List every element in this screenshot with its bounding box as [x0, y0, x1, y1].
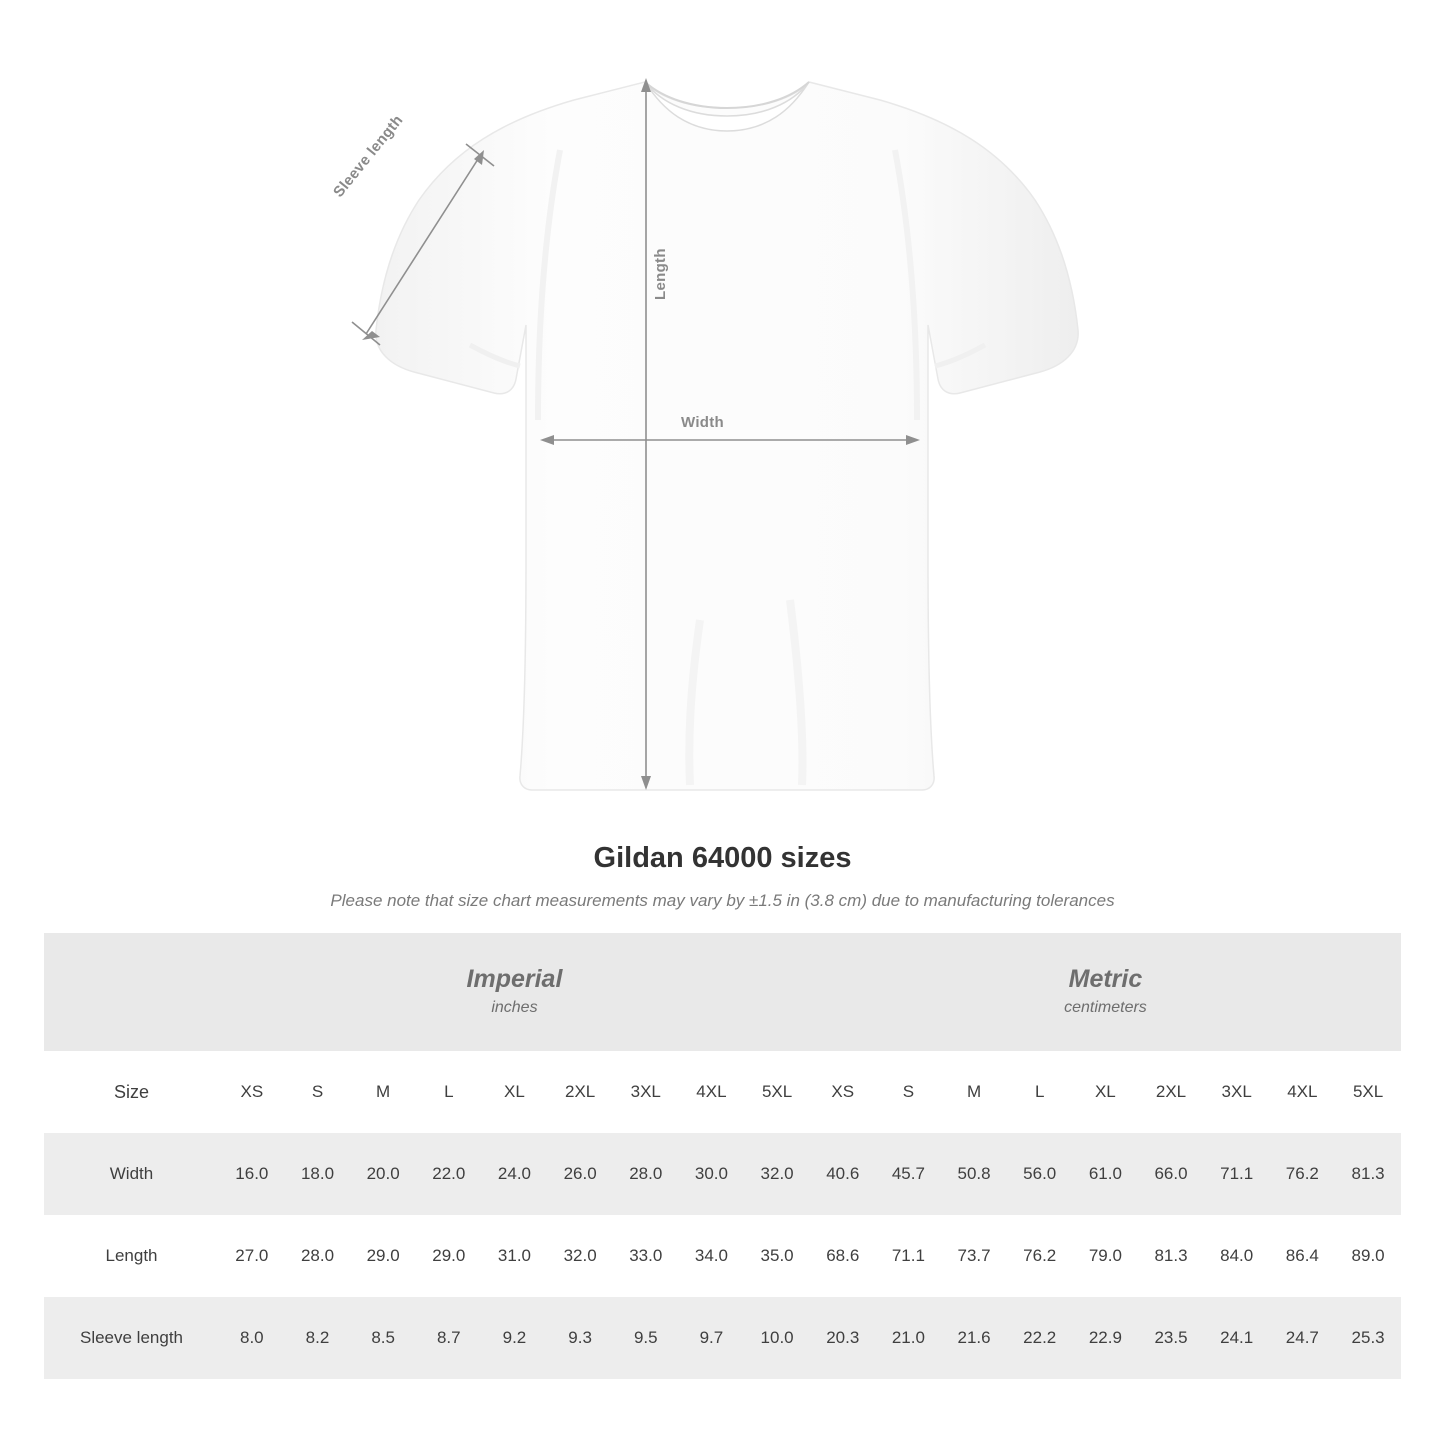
measurement-cell: 40.6	[810, 1133, 876, 1215]
measurement-cell: 32.0	[547, 1215, 613, 1297]
measurement-cell: 22.0	[416, 1133, 482, 1215]
measurement-cell: 9.7	[679, 1297, 745, 1379]
measurement-cell: 71.1	[1204, 1133, 1270, 1215]
measurement-cell: 27.0	[219, 1215, 285, 1297]
measurement-cell: 32.0	[744, 1133, 810, 1215]
measurement-cell: 61.0	[1073, 1133, 1139, 1215]
measurement-cell: 34.0	[679, 1215, 745, 1297]
size-column-header: M	[350, 1051, 416, 1133]
size-column-header: XL	[482, 1051, 548, 1133]
measurement-row-label: Length	[44, 1215, 219, 1297]
size-column-header: L	[416, 1051, 482, 1133]
size-column-header: XS	[219, 1051, 285, 1133]
size-column-header: S	[285, 1051, 351, 1133]
width-dimension-label: Width	[681, 414, 725, 431]
table-row	[44, 1215, 1401, 1297]
unit-group-header	[219, 933, 810, 1051]
measurement-cell: 26.0	[547, 1133, 613, 1215]
measurement-cell: 28.0	[285, 1215, 351, 1297]
measurement-cell: 20.0	[350, 1133, 416, 1215]
unit-group-sub: centimeters	[1064, 998, 1147, 1016]
size-column-header: 2XL	[547, 1051, 613, 1133]
measurement-cell: 20.3	[810, 1297, 876, 1379]
measurement-cell: 25.3	[1335, 1297, 1401, 1379]
measurement-cell: 71.1	[876, 1215, 942, 1297]
measurement-cell: 9.3	[547, 1297, 613, 1379]
table-row	[44, 1133, 1401, 1215]
unit-group-header	[810, 933, 1401, 1051]
measurement-cell: 24.0	[482, 1133, 548, 1215]
measurement-cell: 23.5	[1138, 1297, 1204, 1379]
title-block	[0, 842, 1445, 911]
measurement-cell: 10.0	[744, 1297, 810, 1379]
measurement-cell: 22.2	[1007, 1297, 1073, 1379]
length-dimension-label: Length	[652, 248, 669, 300]
measurement-cell: 9.5	[613, 1297, 679, 1379]
measurement-cell: 33.0	[613, 1215, 679, 1297]
measurement-cell: 89.0	[1335, 1215, 1401, 1297]
measurement-cell: 8.5	[350, 1297, 416, 1379]
measurement-cell: 76.2	[1007, 1215, 1073, 1297]
measurement-cell: 79.0	[1073, 1215, 1139, 1297]
measurement-cell: 8.2	[285, 1297, 351, 1379]
measurement-cell: 16.0	[219, 1133, 285, 1215]
measurement-cell: 35.0	[744, 1215, 810, 1297]
size-column-header: L	[1007, 1051, 1073, 1133]
page-title: Gildan 64000 sizes	[593, 842, 852, 874]
measurement-cell: 86.4	[1270, 1215, 1336, 1297]
size-column-header: 2XL	[1138, 1051, 1204, 1133]
unit-row-spacer	[44, 933, 219, 1051]
size-row-header: Size	[44, 1051, 219, 1133]
size-column-header: M	[941, 1051, 1007, 1133]
measurement-cell: 68.6	[810, 1215, 876, 1297]
unit-group-name: Metric	[1068, 964, 1143, 993]
measurement-cell: 21.0	[876, 1297, 942, 1379]
sleeve-length-dimension-label: Sleeve length	[330, 111, 407, 201]
unit-group-name: Imperial	[466, 964, 563, 993]
measurement-cell: 8.7	[416, 1297, 482, 1379]
size-column-header: 3XL	[1204, 1051, 1270, 1133]
size-column-header: 3XL	[613, 1051, 679, 1133]
tolerance-note: Please note that size chart measurements may vary by ±1.5 in (3.8 cm) due to manufacturing tolerances	[330, 891, 1115, 910]
measurement-cell: 24.1	[1204, 1297, 1270, 1379]
size-column-header: XS	[810, 1051, 876, 1133]
measurement-cell: 50.8	[941, 1133, 1007, 1215]
size-chart-table	[44, 933, 1401, 1379]
measurement-cell: 81.3	[1335, 1133, 1401, 1215]
size-header-row	[44, 1051, 1401, 1133]
measurement-cell: 9.2	[482, 1297, 548, 1379]
measurement-cell: 22.9	[1073, 1297, 1139, 1379]
table-row	[44, 1297, 1401, 1379]
measurement-cell: 18.0	[285, 1133, 351, 1215]
size-column-header: 4XL	[679, 1051, 745, 1133]
size-column-header: 4XL	[1270, 1051, 1336, 1133]
size-column-header: 5XL	[1335, 1051, 1401, 1133]
measurement-cell: 29.0	[416, 1215, 482, 1297]
measurement-row-label: Width	[44, 1133, 219, 1215]
measurement-cell: 81.3	[1138, 1215, 1204, 1297]
size-column-header: 5XL	[744, 1051, 810, 1133]
measurement-cell: 24.7	[1270, 1297, 1336, 1379]
measurement-cell: 45.7	[876, 1133, 942, 1215]
unit-group-sub: inches	[491, 998, 538, 1016]
measurement-cell: 56.0	[1007, 1133, 1073, 1215]
measurement-cell: 28.0	[613, 1133, 679, 1215]
measurement-cell: 31.0	[482, 1215, 548, 1297]
measurement-cell: 29.0	[350, 1215, 416, 1297]
size-chart-table-wrap	[44, 933, 1401, 1379]
measurement-cell: 76.2	[1270, 1133, 1336, 1215]
measurement-cell: 21.6	[941, 1297, 1007, 1379]
unit-group-row	[44, 933, 1401, 1051]
measurement-cell: 66.0	[1138, 1133, 1204, 1215]
measurement-row-label: Sleeve length	[44, 1297, 219, 1379]
size-column-header: S	[876, 1051, 942, 1133]
measurement-cell: 8.0	[219, 1297, 285, 1379]
measurement-cell: 84.0	[1204, 1215, 1270, 1297]
measurement-cell: 73.7	[941, 1215, 1007, 1297]
measurement-cell: 30.0	[679, 1133, 745, 1215]
size-column-header: XL	[1073, 1051, 1139, 1133]
